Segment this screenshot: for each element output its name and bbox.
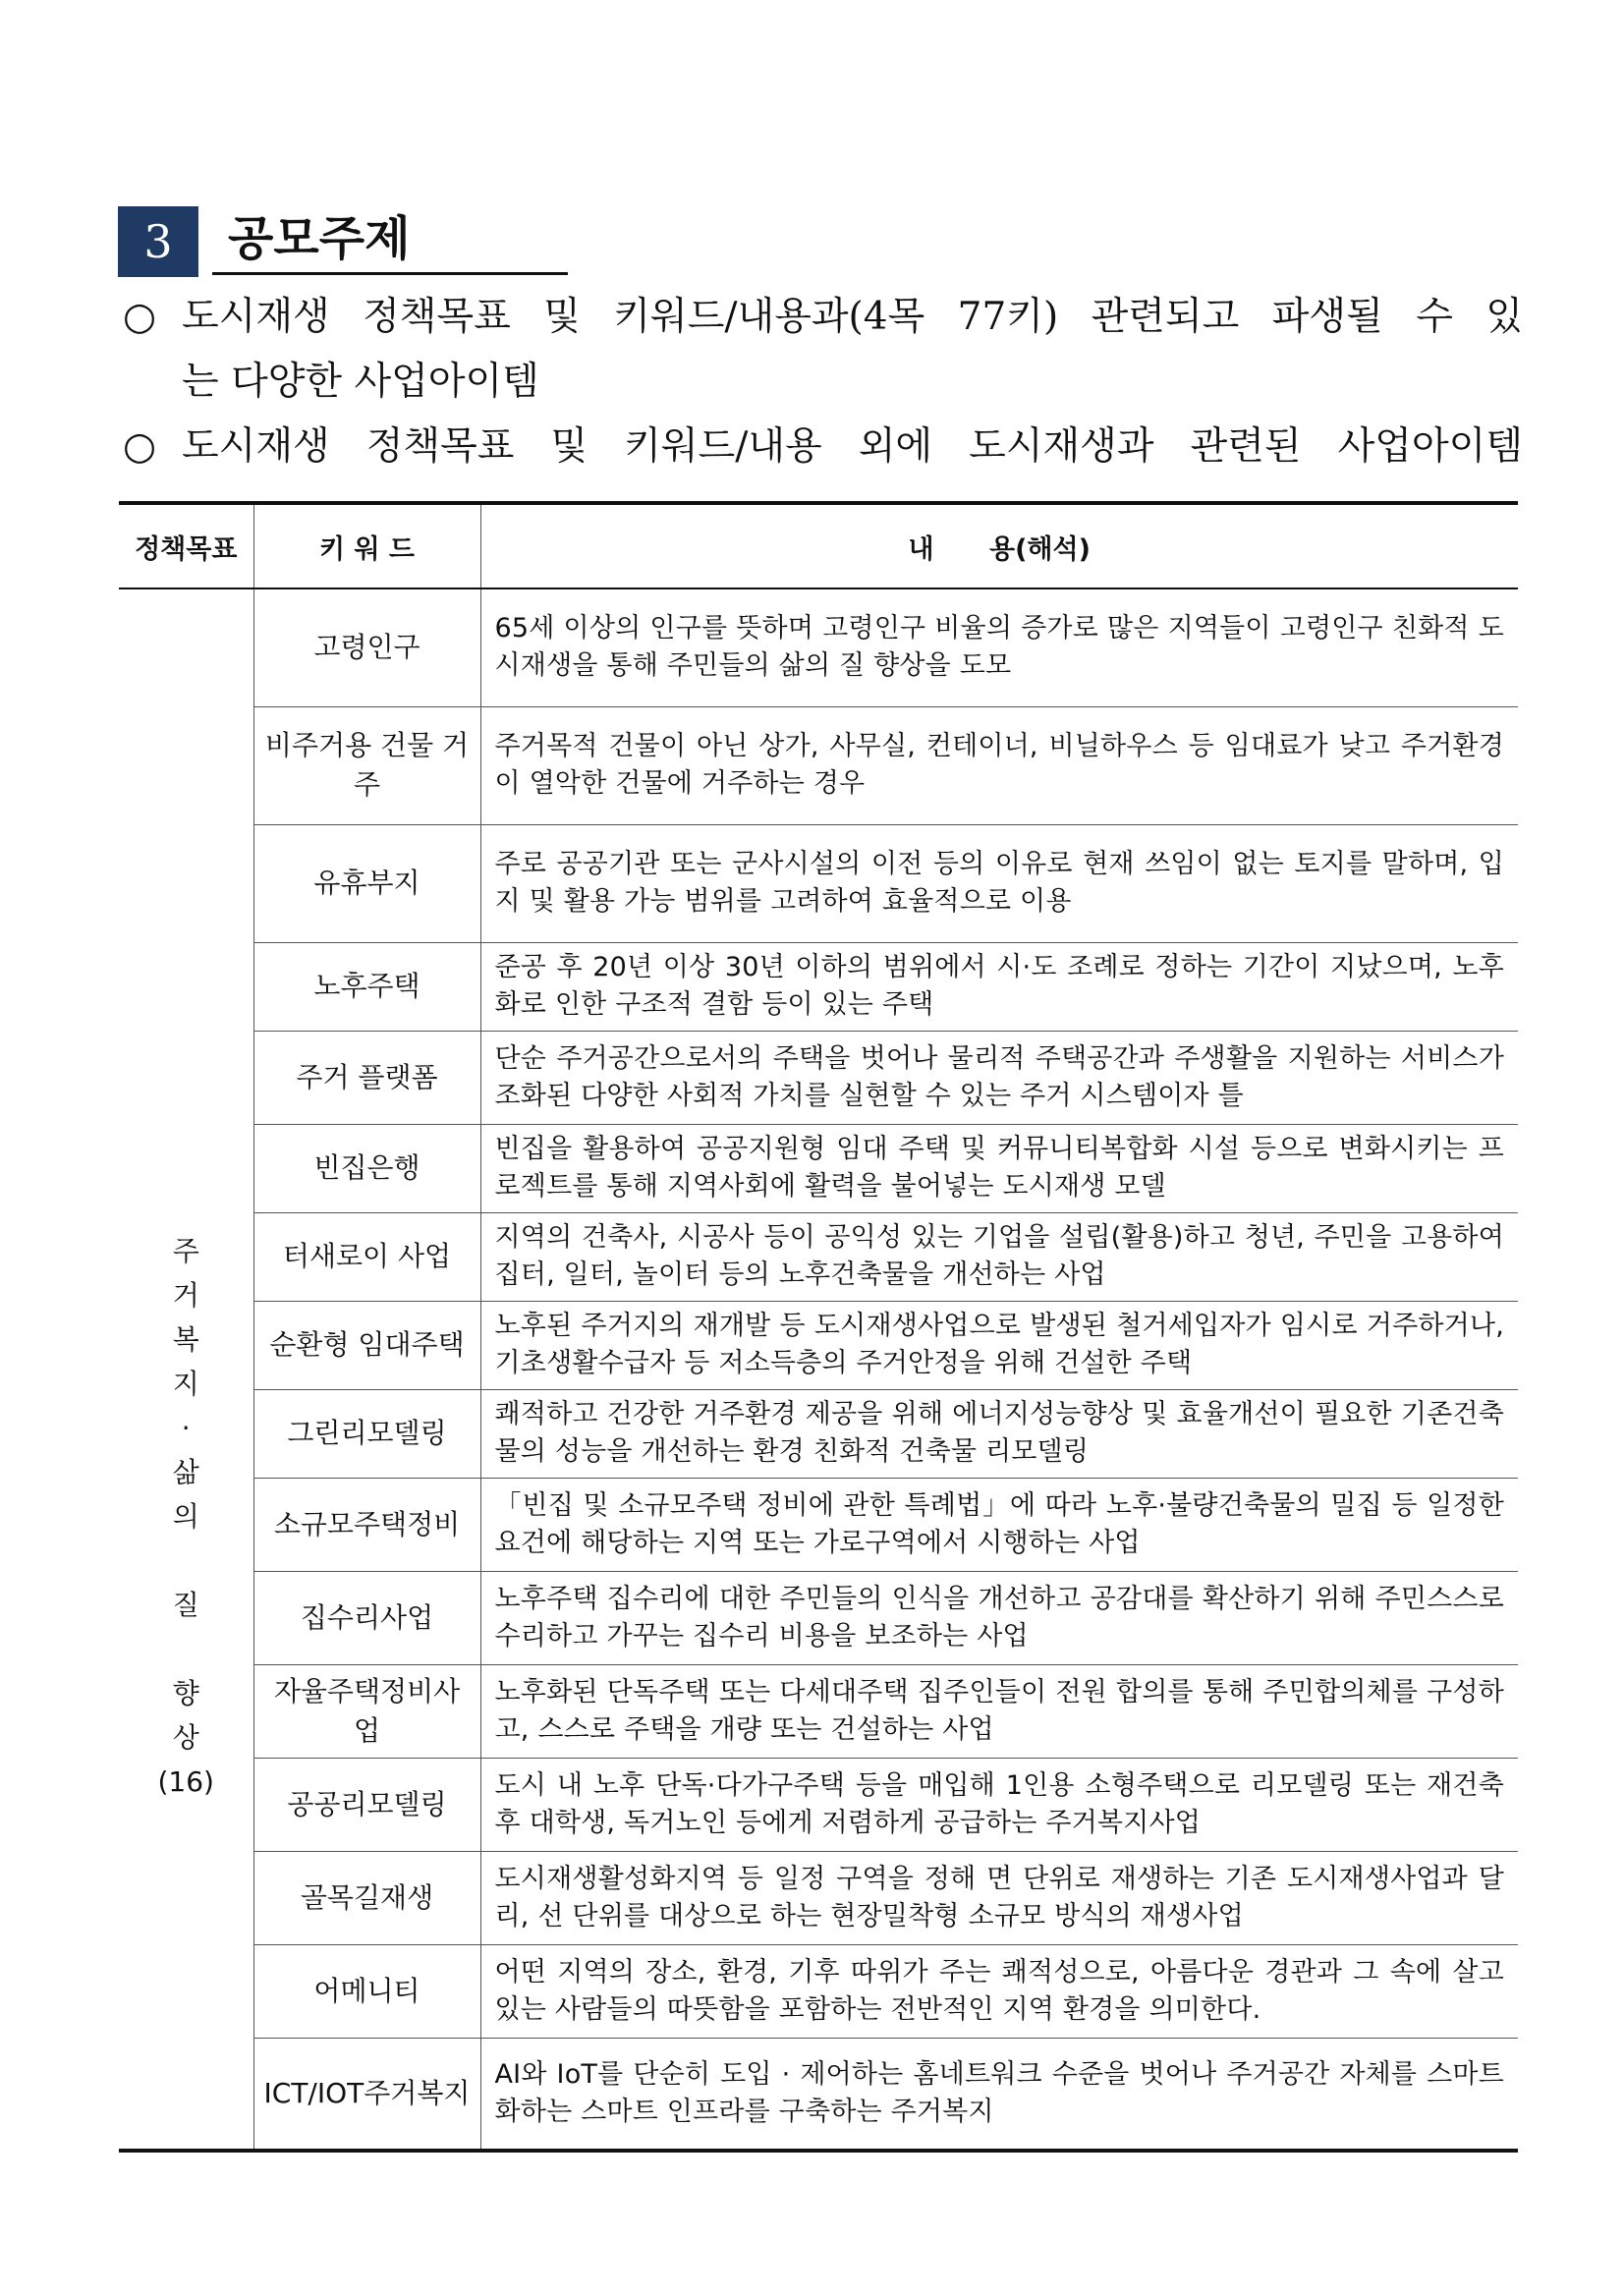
- policy-goal-char: 향: [172, 1677, 199, 1709]
- header-policy-goal: 정책목표: [119, 503, 253, 588]
- header-content: 내 용(해석): [480, 503, 1518, 588]
- table-header-row: [119, 503, 1518, 588]
- description-cell: 65세 이상의 인구를 뜻하며 고령인구 비율의 증가로 많은 지역들이 고령인구 친화적 도시재생을 통해 주민들의 삶의 질 향상을 도모: [480, 588, 1518, 706]
- policy-goal-char: [120, 1627, 252, 1671]
- policy-goal-char: 질: [172, 1589, 199, 1621]
- description-cell: 주거목적 건물이 아닌 상가, 사무실, 컨테이너, 비닐하우스 등 임대료가 낮고 주거환경이 열악한 건물에 거주하는 경우: [480, 706, 1518, 824]
- keyword-cell: 어메니티: [253, 1944, 480, 2038]
- keyword-cell: 골목길재생: [253, 1851, 480, 1944]
- table-row: [119, 1944, 1518, 2038]
- table-row: [119, 1851, 1518, 1944]
- table-row: [119, 824, 1518, 942]
- table-row: [119, 1031, 1518, 1124]
- table-row: [119, 706, 1518, 824]
- keyword-cell: 빈집은행: [253, 1124, 480, 1212]
- bullet-text-cont: 는 다양한 사업아이템: [182, 360, 539, 404]
- bullet-list: [123, 285, 1523, 479]
- keyword-cell: 그린리모델링: [253, 1389, 480, 1478]
- table-row: [119, 1478, 1518, 1571]
- table-row: [119, 1758, 1518, 1851]
- bullet-text: 도시재생 정책목표 및 키워드/내용과(4목 77키) 관련되고 파생될 수 있: [182, 295, 1523, 339]
- table-row: [119, 1389, 1518, 1478]
- table-row: [119, 942, 1518, 1031]
- bullet-text: 도시재생 정책목표 및 키워드/내용 외에 도시재생과 관련된 사업아이템: [182, 424, 1523, 469]
- policy-goal-char: [120, 1539, 252, 1583]
- policy-goal-char: 삶: [172, 1456, 199, 1488]
- description-cell: 주로 공공기관 또는 군사시설의 이전 등의 이유로 현재 쓰임이 없는 토지를 말하며, 입지 및 활용 가능 범위를 고려하여 효율적으로 이용: [480, 824, 1518, 942]
- bullet-item-1: [123, 285, 1523, 350]
- policy-goal-char: 의: [172, 1500, 199, 1533]
- table-row: [119, 2038, 1518, 2151]
- bullet-mark: ○: [123, 424, 157, 469]
- policy-goal-char: 거: [172, 1279, 199, 1312]
- keyword-cell: 자율주택정비사업: [253, 1664, 480, 1758]
- keyword-cell: 소규모주택정비: [253, 1478, 480, 1571]
- table-row: [119, 588, 1518, 706]
- policy-goal-cell: [119, 588, 253, 2151]
- bullet-item-1-cont: [123, 350, 1523, 415]
- keyword-cell: 고령인구: [253, 588, 480, 706]
- keyword-cell: ICT/IOT주거복지: [253, 2038, 480, 2151]
- description-cell: 「빈집 및 소규모주택 정비에 관한 특례법」에 따라 노후·불량건축물의 밀집 등 일정한 요건에 해당하는 지역 또는 가로구역에서 시행하는 사업: [480, 1478, 1518, 1571]
- description-cell: 도시 내 노후 단독·다가구주택 등을 매입해 1인용 소형주택으로 리모델링 또는 재건축 후 대학생, 독거노인 등에게 저렴하게 공급하는 주거복지사업: [480, 1758, 1518, 1851]
- bullet-mark: ○: [123, 295, 157, 339]
- description-cell: 단순 주거공간으로서의 주택을 벗어나 물리적 주택공간과 주생활을 지원하는 서비스가 조화된 다양한 사회적 가치를 실현할 수 있는 주거 시스템이자 틀: [480, 1031, 1518, 1124]
- keyword-cell: 공공리모델링: [253, 1758, 480, 1851]
- section-number: 3: [118, 206, 198, 277]
- table-row: [119, 1301, 1518, 1389]
- header-keyword: 키 워 드: [253, 503, 480, 588]
- description-cell: 쾌적하고 건강한 거주환경 제공을 위해 에너지성능향상 및 효율개선이 필요한 기존건축물의 성능을 개선하는 환경 친화적 건축물 리모델링: [480, 1389, 1518, 1478]
- policy-goal-char: 상: [172, 1721, 199, 1754]
- keyword-cell: 유휴부지: [253, 824, 480, 942]
- description-cell: 빈집을 활용하여 공공지원형 임대 주택 및 커뮤니티복합화 시설 등으로 변화시키는 프로젝트를 통해 지역사회에 활력을 불어넣는 도시재생 모델: [480, 1124, 1518, 1212]
- policy-goal-char: ·: [181, 1412, 191, 1444]
- description-cell: 지역의 건축사, 시공사 등이 공익성 있는 기업을 설립(활용)하고 청년, 주민을 고용하여 집터, 일터, 놀이터 등의 노후건축물을 개선하는 사업: [480, 1212, 1518, 1301]
- table-row: [119, 1664, 1518, 1758]
- policy-goal-char: 복: [172, 1323, 199, 1356]
- bullet-item-2: [123, 415, 1523, 479]
- description-cell: 노후화된 단독주택 또는 다세대주택 집주인들이 전원 합의를 통해 주민합의체를 구성하고, 스스로 주택을 개량 또는 건설하는 사업: [480, 1664, 1518, 1758]
- keyword-cell: 비주거용 건물 거주: [253, 706, 480, 824]
- description-cell: AI와 IoT를 단순히 도입 · 제어하는 홈네트워크 수준을 벗어나 주거공간 자체를 스마트화하는 스마트 인프라를 구축하는 주거복지: [480, 2038, 1518, 2151]
- table-body: [119, 588, 1518, 2151]
- policy-goal-char: 주: [172, 1235, 199, 1267]
- keyword-cell: 순환형 임대주택: [253, 1301, 480, 1389]
- description-cell: 도시재생활성화지역 등 일정 구역을 정해 면 단위로 재생하는 기존 도시재생사업과 달리, 선 단위를 대상으로 하는 현장밀착형 소규모 방식의 재생사업: [480, 1851, 1518, 1944]
- table-row: [119, 1571, 1518, 1664]
- description-cell: 노후된 주거지의 재개발 등 도시재생사업으로 발생된 철거세입자가 임시로 거주하거나, 기초생활수급자 등 저소득층의 주거안정을 위해 건설한 주택: [480, 1301, 1518, 1389]
- policy-goal-char: 지: [172, 1368, 199, 1400]
- description-cell: 준공 후 20년 이상 30년 이하의 범위에서 시·도 조례로 정하는 기간이 지났으며, 노후화로 인한 구조적 결함 등이 있는 주택: [480, 942, 1518, 1031]
- keyword-cell: 노후주택: [253, 942, 480, 1031]
- section-title: 공모주제: [212, 206, 568, 275]
- policy-keyword-table: [119, 501, 1518, 2153]
- table-row: [119, 1124, 1518, 1212]
- description-cell: 노후주택 집수리에 대한 주민들의 인식을 개선하고 공감대를 확산하기 위해 주민스스로 수리하고 가꾸는 집수리 비용을 보조하는 사업: [480, 1571, 1518, 1664]
- table-row: [119, 1212, 1518, 1301]
- keyword-cell: 터새로이 사업: [253, 1212, 480, 1301]
- keyword-cell: 주거 플랫폼: [253, 1031, 480, 1124]
- description-cell: 어떤 지역의 장소, 환경, 기후 따위가 주는 쾌적성으로, 아름다운 경관과 그 속에 살고 있는 사람들의 따뜻함을 포함하는 전반적인 지역 환경을 의미한다.: [480, 1944, 1518, 2038]
- policy-goal-char: (16): [157, 1765, 214, 1798]
- keyword-cell: 집수리사업: [253, 1571, 480, 1664]
